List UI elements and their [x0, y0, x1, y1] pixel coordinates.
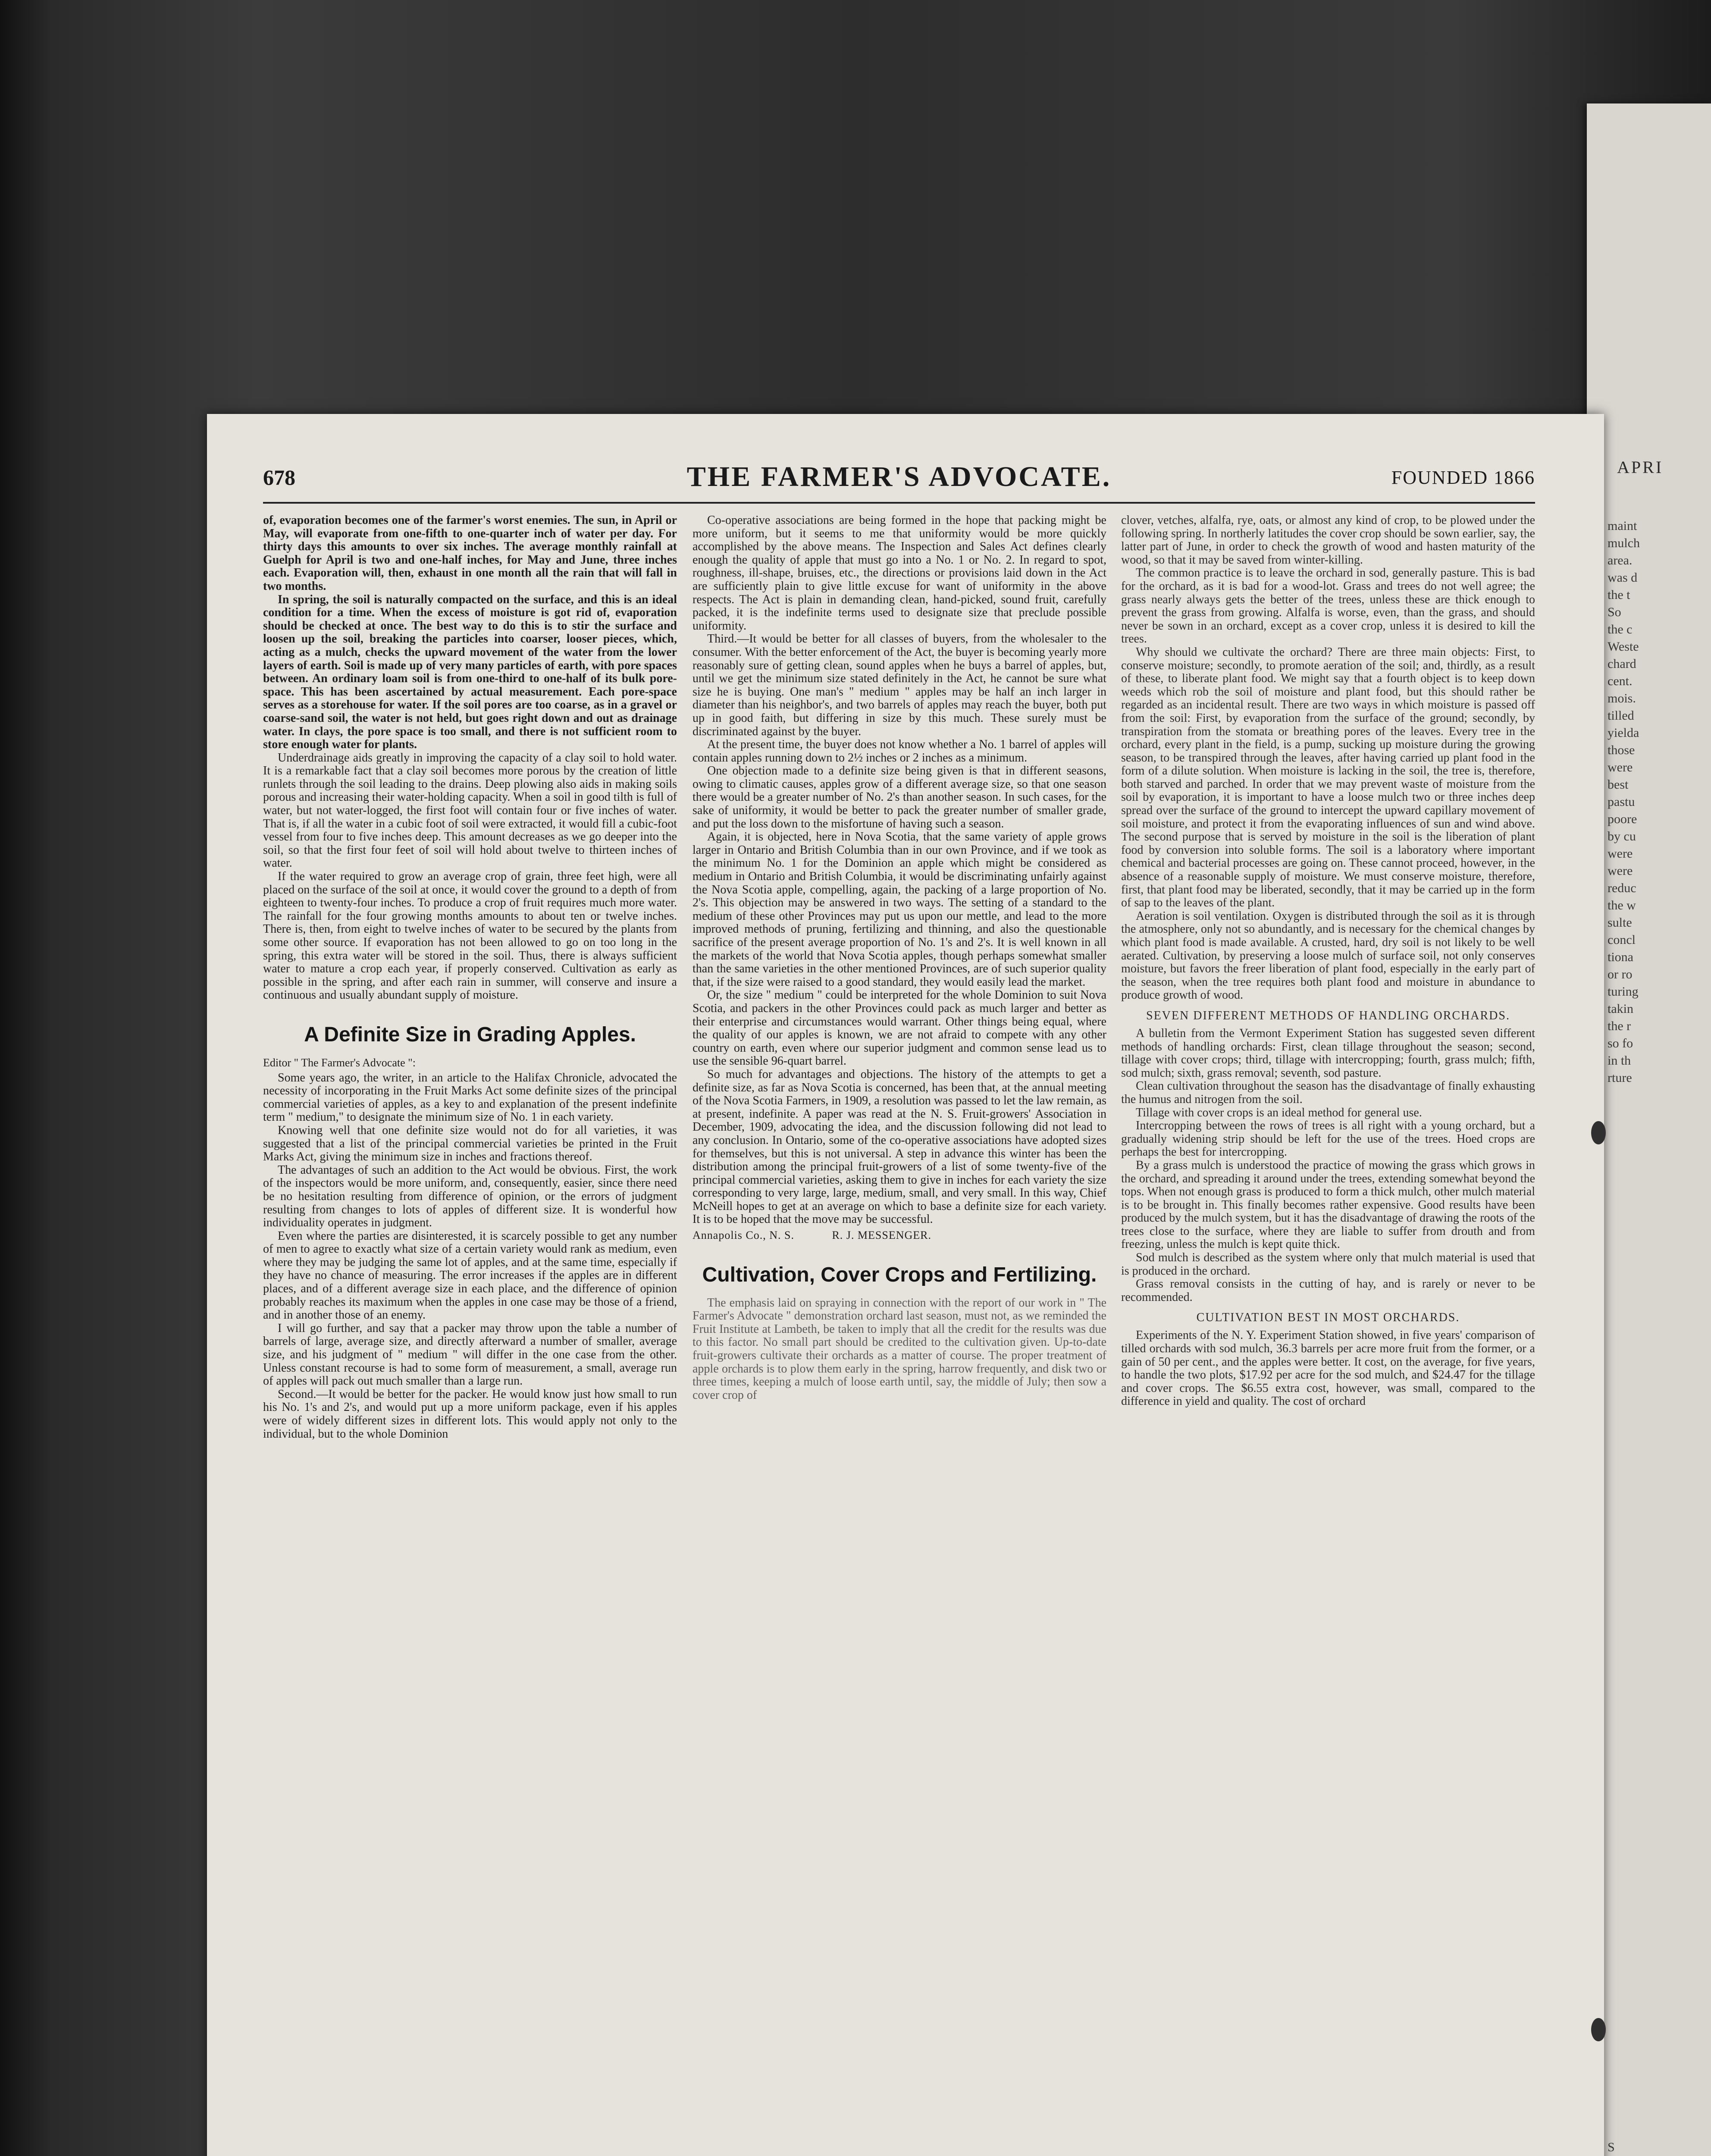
- paragraph: Underdrainage aids greatly in improving the capacity of a clay soil to hold water. It is a remarkable fact that a clay soil becomes more porous by the creation of little runlets through the soil leading to the drains. Deep plowing also aids in making soils porous and increasing their water-holding capacity. When a soil in good tilth is full of water, but not water-logged, the first foot will contain four or five inches of water. That is, if all the water in a cubic foot of soil were extracted, it would fill a cubic-foot vessel from four to five inches deep. This amount decreases as we go deeper into the soil, so that the first four feet of soil will hold about twelve to thirteen inches of water.: [263, 751, 677, 870]
- paragraph: Even where the parties are disinterested, it is scarcely possible to get any number of men to agree to exactly what size of a certain variety would rank as medium, even where they may be judging the same lot of apples, and at the same time, especially if they have no chance of measuring. The error increases if the apples are in different places, and of a different average size in each place, and the difference of opinion probably reaches its maximum when the apples in one case may be those of a friend, and in another those of an enemy.: [263, 1229, 677, 1322]
- column-3: [1121, 514, 1535, 1408]
- paragraph: Co-operative associations are being formed in the hope that packing might be more uniform, but it seems to me that uniformity would be more quickly accomplished by the above means. The Inspection and Sales Act defines clearly enough the quality of apple that must go into a No. 1 or No. 2. In regard to spot, roughness, ill-shape, bruises, etc., the directions or provisions laid down in the Act are sufficiently plain to give little excuse for want of uniformity in the above respects. The Act is plain in demanding clean, hand-picked, sound fruit, carefully packed, it is the indefinite terms used to designate size that preclude possible uniformity.: [693, 514, 1106, 633]
- paragraph: Intercropping between the rows of trees is all right with a young orchard, but a gradually widening strip should be left for the use of the trees. Hoed crops are perhaps the best for intercropping.: [1121, 1119, 1535, 1159]
- paragraph: Or, the size " medium " could be interpreted for the whole Dominion to suit Nova Scotia, and packers in the other Provinces could pack as much larger and better as their enterprise and circumstances would warrant. Other things being equal, where the quality of our apples is known, we are not afraid to compete with any other country on earth, even where our superior judgment and common sense lead us to use the sensible 96-quart barrel.: [693, 988, 1106, 1068]
- paragraph: Third.—It would be better for all classes of buyers, from the wholesaler to the consumer. With the better enforcement of the Act, the buyer is becoming yearly more reasonably sure of getting clean, sound apples when he buys a barrel of apples, but, until we get the minimum size stated definitely in the Act, he cannot be sure what size he is buying. One man's " medium " apples may be half an inch larger in diameter than his neighbor's, and two barrels of apples may reach the buyer, both put up in good faith, but differing in size by this much. These surely must be discriminated against by the buyer.: [693, 632, 1106, 738]
- paragraph: Knowing well that one definite size would not do for all varieties, it was suggested that a list of the principal commercial varieties be printed in the Fruit Marks Act, giving the minimum size in inches and fractions thereof.: [263, 1123, 677, 1164]
- masthead: THE FARMER'S ADVOCATE.: [686, 461, 1112, 492]
- paragraph: At the present time, the buyer does not know whether a No. 1 barrel of apples will contain apples running down to 2½ inches or 2 inches as a minimum.: [693, 738, 1106, 765]
- paragraph: The emphasis laid on spraying in connection with the report of our work in " The Farmer's Advocate " demonstration orchard last season, must not, as we reminded the Fruit Institute at Lambeth, be taken to imply that all the credit for the results was due to this factor. No small part should be credited to the cultivation given. Up-to-date fruit-growers cultivate their orchards as a matter of course. The proper treatment of apple orchards is to plow them early in the spring, harrow frequently, and disk two or three times, keeping a mulch of loose earth until, say, the middle of July; then sow a cover crop of: [693, 1296, 1106, 1402]
- paragraph: The advantages of such an addition to the Act would be obvious. First, the work of the inspectors would be more uniform, and, consequently, easier, since there need be no hesitation resulting from difference of opinion, or the errors of judgment resulting from changes to lots of apples of different size. It is wonderful how individuality operates in judgment.: [263, 1163, 677, 1230]
- paragraph: Second.—It would be better for the packer. He would know just how small to run his No. 1's and 2's, and would put up a more uniform package, even if his apples were of widely different sizes in different lots. This would apply not only to the individual, but to the whole Dominion: [263, 1387, 677, 1441]
- paragraph: One objection made to a definite size being given is that in different seasons, owing to climatic causes, apples grow of a different average size, so that one season there would be a greater number of No. 2's than another season. In such cases, for the sake of uniformity, it would be better to pack the greater number of smaller grade, and put the loss down to the misfortune of having such a season.: [693, 764, 1106, 830]
- paragraph: The common practice is to leave the orchard in sod, generally pasture. This is bad for the orchard, as it is bad for a wood-lot. Grass and trees do not well agree; the grass nearly always gets the better of the trees, unless these are thick enough to prevent the grass from growing. Alfalfa is worse, even, than the grass, and should never be sown in an orchard, except as a cover crop, unless it is desired to kill the trees.: [1121, 566, 1535, 646]
- column-1: [263, 514, 677, 1441]
- editor-salutation: Editor " The Farmer's Advocate ":: [263, 1056, 416, 1069]
- paragraph: Experiments of the N. Y. Experiment Station showed, in five years' comparison of tilled orchards with sod mulch, 36.3 barrels per acre more fruit from the former, or a gain of 50 per cent., and the apples were better. It cost, on the average, for five years, to handle the two plots, $17.92 per acre for the sod mulch, and $24.47 for the tillage and cover crops. The $6.55 extra cost, however, was small, compared to the difference in yield and quality. The cost of orchard: [1121, 1329, 1535, 1408]
- paragraph: If the water required to grow an average crop of grain, three feet high, were all placed on the surface of the soil at once, it would cover the ground to a depth of from eighteen to twenty-four inches. To produce a crop of fruit requires much more water. The rainfall for the four growing months amounts to about ten or twelve inches. There is, then, from eight to twelve inches of water to be secured by the plants from some other source. If evaporation has not been allowed to go on too long in the spring, this extra water will be stored in the soil. Thus, there is always sufficient water to mature a crop each year, if properly conserved. Cultivation as early as possible in the spring, and after each rain in summer, will conserve and insure a continuous and usually abundant supply of moisture.: [263, 870, 677, 1002]
- adjacent-column-fragments: maint mulch area. was d the t So the c Weste chard cent. mois. tilled yielda those were best pastu poore by cu were were reduc the w sulte concl tiona or ro turing takin the r so fo in th rture: [1608, 519, 1640, 1085]
- header-rule: [263, 502, 1535, 504]
- newspaper-page: [207, 414, 1604, 2156]
- paragraph: Why should we cultivate the orchard? There are three main objects: First, to conserve moisture; secondly, to promote aeration of the soil; and, thirdly, as a result of these, to liberate plant food. We might say that a fourth object is to keep down weeds which rob the soil of moisture and plant food, but this should rather be regarded as an incidental result. There are two ways in which moisture is passed off from the soil: First, by evaporation from the surface of the ground; secondly, by transpiration from the stomata or breathing pores of the leaves. Every tree in the orchard, every plant in the field, is a pump, sucking up moisture during the growing season, to be transpired through the leaves, after having carried up plant food in the form of a dilute solution. When moisture is lacking in the soil, the tree is, therefore, both starved and parched. In order that we may prevent waste of moisture from the soil by evaporation, it is important to have a loose mulch two or three inches deep spread over the surface of the ground to intercept the upward capillary movement of soil moisture, and protect it from the evaporating influences of sun and wind above. The second purpose that is served by moisture in the soil is the liberation of plant food by conversion into soluble forms. The soil is a laboratory where important chemical and bacterial processes are going on. These cannot proceed, however, in the absence of a reasonable supply of moisture. We must conserve moisture, therefore, first, that plant food may be liberated, secondly, that it may be carried up in the form of sap to the leaves of the plant.: [1121, 645, 1535, 910]
- bold-intro: [263, 514, 677, 752]
- adjacent-running-head: APRI: [1617, 458, 1664, 477]
- article-title-grading-apples: A Definite Size in Grading Apples.: [304, 1023, 636, 1046]
- paragraph: of, evaporation becomes one of the farmer's worst enemies. The sun, in April or May, will evaporate from one-fifth to one-quarter inch of water per day. For thirty days this amounts to over six inches. The average monthly rainfall at Guelph for April is two and one-half inches, for May and June, three inches each. Evaporation will, then, exhaust in one month all the rain that will fall in two months.: [263, 514, 677, 593]
- founded-line: FOUNDED 1866: [1391, 467, 1535, 488]
- paragraph: A bulletin from the Vermont Experiment Station has suggested seven different methods of handling orchards: First, clean tillage throughout the season; second, tillage with cover crops; third, tillage with intercropping; fourth, grass mulch; fifth, sod mulch; sixth, grass removal; seventh, sod pasture.: [1121, 1026, 1535, 1080]
- subhead-cultivation-best: CULTIVATION BEST IN MOST ORCHARDS.: [1196, 1311, 1460, 1325]
- signature-place: Annapolis Co., N. S.: [693, 1229, 794, 1242]
- paragraph: I will go further, and say that a packer may throw upon the table a number of barrels of large, average size, and directly afterward a number of smaller, average size, and his judgment of " medium " will differ in the one case from the other. Unless constant recourse is had to some form of measurement, a small, average run of apples will pack out much smaller than a large run.: [263, 1321, 677, 1388]
- paragraph: Sod mulch is described as the system where only that mulch material is used that is produced in the orchard.: [1121, 1251, 1535, 1278]
- paragraph: So much for advantages and objections. The history of the attempts to get a definite size, as far as Nova Scotia is concerned, has been that, at the annual meeting of the Nova Scotia Farmers, in 1909, a resolution was passed to let the law remain, as at present, indefinite. A paper was read at the N. S. Fruit-growers' Association in December, 1909, advocating the idea, and the discussion following did not lead to any conclusion. In Ontario, some of the co-operative associations have adopted sizes for themselves, but this is not universal. A step in advance this winter has been the distribution among the principal fruit-growers of a list of some twenty-five of the principal commercial varieties, asking them to give in inches for each variety the size corresponding to very large, large, medium, small, and very small. In this way, Chief McNeill hopes to get at an average on which to base a definite size for each variety. It is to be hoped that the move may be successful.: [693, 1067, 1106, 1226]
- paragraph: Aeration is soil ventilation. Oxygen is distributed through the soil as it is through the atmosphere, only not so abundantly, and is necessary for the chemical changes by which plant food is made available. A crusted, hard, dry soil is not likely to be well aerated. Cultivation, by preserving a loose mulch of surface soil, not only conserves moisture, but favors the freer liberation of plant food, especially in the early part of the season, when the tree requires both plant food and moisture in abundance to produce growth of wood.: [1121, 909, 1535, 1002]
- page-number: 678: [263, 465, 295, 489]
- paragraph: Clean cultivation throughout the season has the disadvantage of finally exhausting the humus and nitrogen from the soil.: [1121, 1079, 1535, 1106]
- binding-hole-lower: [1591, 2018, 1606, 2041]
- article-signature: [693, 1229, 1106, 1242]
- binding-hole-upper: [1591, 1121, 1606, 1144]
- subhead-seven-methods: SEVEN DIFFERENT METHODS OF HANDLING ORCHARDS.: [1146, 1009, 1510, 1022]
- adjacent-column-fragments-lower: S: [1608, 2140, 1615, 2154]
- paragraph: By a grass mulch is understood the practice of mowing the grass which grows in the orchard, and spreading it around under the trees, extending somewhat beyond the tops. When not enough grass is produced to form a thick mulch, other mulch material is to be brought in. This finally becomes rather expensive. Good results have been produced by the mulch system, but it has the disadvantage of drawing the roots of the trees close to the surface, where they are liable to suffer from drouth and from freezing, unless the mulch is kept quite thick.: [1121, 1158, 1535, 1251]
- article-title-cultivation: Cultivation, Cover Crops and Fertilizing.: [702, 1263, 1097, 1286]
- paragraph: Tillage with cover crops is an ideal method for general use.: [1136, 1106, 1422, 1119]
- paragraph: Some years ago, the writer, in an article to the Halifax Chronicle, advocated the necessity of incorporating in the Fruit Marks Act some definite sizes of the principal commercial varieties of apples, as a key to and explanation of the present indefinite term " medium," to designate the minimum size of No. 1 in each variety.: [263, 1071, 677, 1124]
- paragraph: Grass removal consists in the cutting of hay, and is rarely or never to be recommended.: [1121, 1277, 1535, 1304]
- paragraph: In spring, the soil is naturally compacted on the surface, and this is an ideal condition for a time. When the excess of moisture is got rid of, evaporation should be checked at once. The best way to do this is to stir the surface and loosen up the soil, breaking the particles into coarser, looser pieces, which, acting as a mulch, checks the upward movement of the water from the lower layers of earth. Soil is made up of very many particles of earth, with pore spaces between. An ordinary loam soil is from one-third to one-half of its bulk pore-space. This has been ascertained by actual measurement. Each pore-space serves as a storehouse for water. If the soil pores are too coarse, as in a gravel or coarse-sand soil, the water is not held, but goes right down and out as drainage water. In clays, the pore space is too small, and there is not sufficient room to store enough water for plants.: [263, 592, 677, 752]
- paragraph: clover, vetches, alfalfa, rye, oats, or almost any kind of crop, to be plowed under the following spring. In northerly latitudes the cover crop should be sown earlier, say, the latter part of June, in order to check the growth of wood and hasten maturity of the wood, so that it may be saved from winter-killing.: [1121, 514, 1535, 567]
- signature-name: R. J. MESSENGER.: [832, 1229, 932, 1242]
- column-2: [693, 514, 1106, 1402]
- paragraph: Again, it is objected, here in Nova Scotia, that the same variety of apple grows larger in Ontario and British Columbia than in our own Province, and if we took as the minimum No. 1 for the Dominion an apple which might be considered as medium in Ontario and British Columbia, it would be discriminating unfairly against the Nova Scotia apple, compelling, again, the packing of a large proportion of No. 2's. This objection may be answered in two ways. The setting of a standard to the medium of these other Provinces may put us upon our mettle, and lead to the more improved methods of pruning, fertilizing and thinning, and also the questionable sacrifice of the present average proportion of No. 1's and 2's. It is well known in all the markets of the world that Nova Scotia apples, though perhaps somewhat smaller than the same varieties in the other mentioned Provinces, are of such superior quality that, if the size were raised to a good standard, they would easily lead the market.: [693, 830, 1106, 989]
- page-header: [263, 461, 1535, 495]
